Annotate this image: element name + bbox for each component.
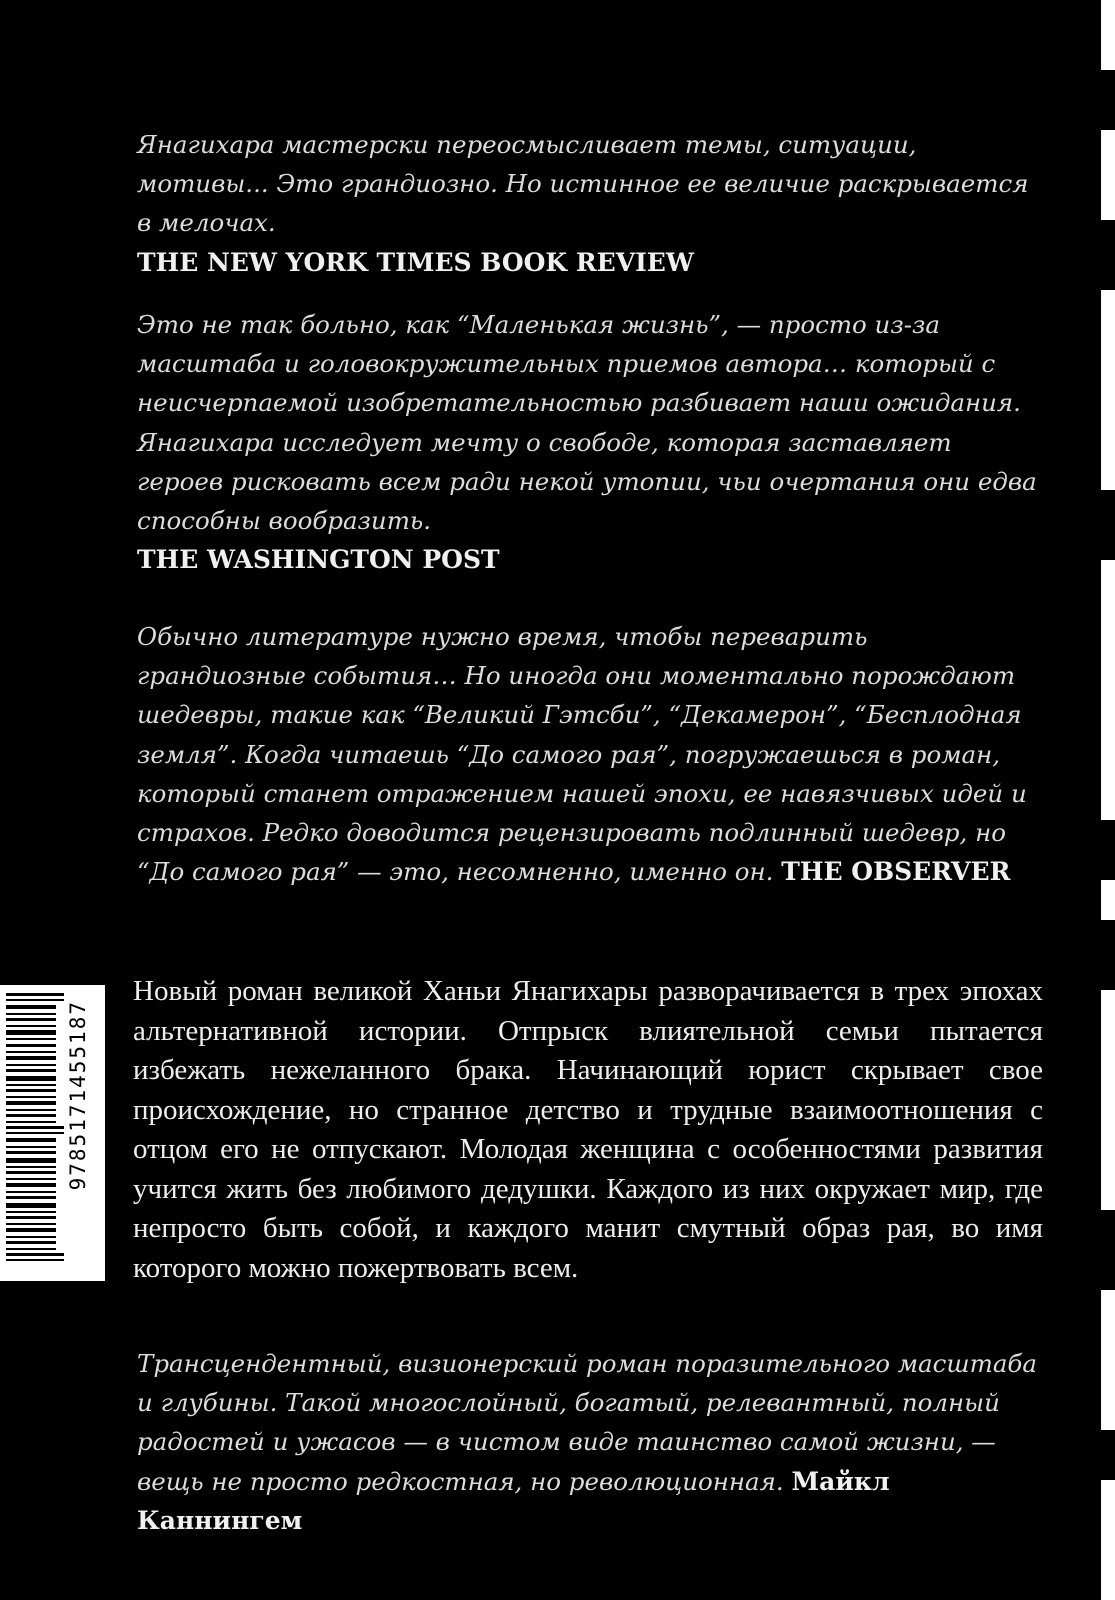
quote-cunningham <box>137 1344 1037 1540</box>
quote-washington-post <box>137 305 1037 579</box>
quote-source: THE WASHINGTON POST <box>137 545 500 575</box>
quote-source: THE OBSERVER <box>781 857 1011 887</box>
spine-title-fragment <box>1095 0 1115 1600</box>
quote-text: Это не так больно, как “Маленькая жизнь”, — просто из-за масштаба и головокружительных приемов автора… который с неисчерпаемой изобретательностью разбивает наши ожидания. Янагихара исследует мечту о свободе, которая заставляет героев рисковать всем ради некой утопии, чьи очертания они едва способны вообразить. <box>137 310 1037 536</box>
barcode-digits: 9785171455187 <box>66 1000 90 1191</box>
quote-text: Обычно литературе нужно время, чтобы переварить грандиозные события… Но иногда они моментально порождают шедевры, такие как “Великий Гэтсби”, “Декамерон”, “Бесплодная земля”. Когда читаешь “До самого рая”, погружаешься в роман, который станет отражением нашей эпохи, ее навязчивых идей и страхов. Редко доводится рецензировать подлинный шедевр, но “До самого рая” — это, несомненно, именно он. <box>137 622 1027 887</box>
quote-source: Майкл Каннингем <box>137 1466 890 1535</box>
quote-text: Янагихара мастерски переосмысливает темы, ситуации, мотивы... Это грандиозно. Но истинное ее величие раскрывается в мелочах. <box>137 130 1029 238</box>
quote-nyt <box>137 125 1037 282</box>
quote-text: Трансцендентный, визионерский роман поразительного масштаба и глубины. Такой многослойный, богатый, релевантный, полный радостей и ужасов — в чистом виде таинство самой жизни, — вещь не просто редкостная, но революционная. <box>137 1349 1037 1496</box>
quote-source: THE NEW YORK TIMES BOOK REVIEW <box>137 247 694 277</box>
quote-observer <box>137 617 1037 891</box>
book-annotation: Новый роман великой Ханьи Янагихары разворачивается в трех эпохах альтернативной истории. Отпрыск влиятельной семьи пытается избежать нежеланного брака. Начинающий юрист скрывает свое происхождение, но странное детство и трудные взаимоотношения с отцом его не отпускают. Молодая женщина с особенностями развития учится жить без любимого дедушки. Каждого из них окружает мир, где непросто быть собой, и каждого манит смутный образ рая, во имя которого можно пожертвовать всем. <box>133 975 1043 1284</box>
